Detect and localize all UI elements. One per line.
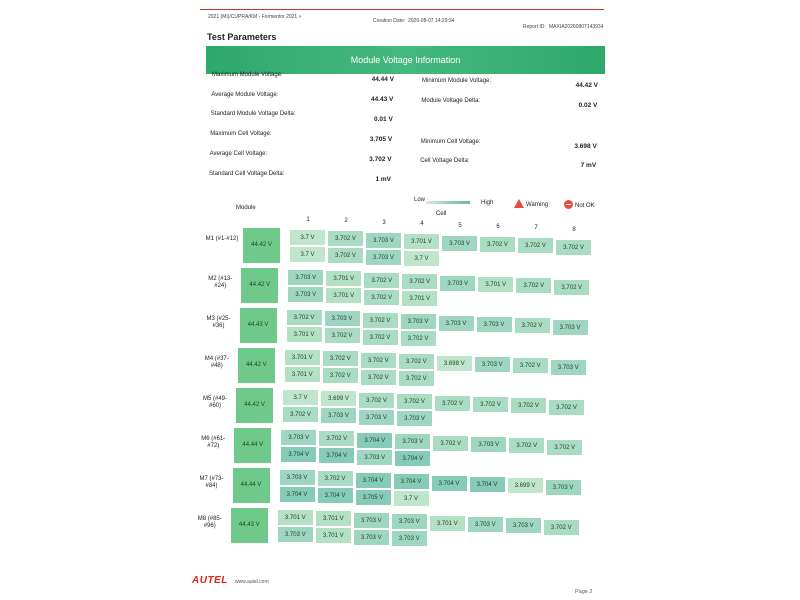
cell-value: 3.703 V bbox=[474, 356, 511, 373]
cell-value: 3.702 V bbox=[317, 470, 354, 487]
cell-value: 3.701 V bbox=[315, 527, 352, 544]
cell-value: 3.704 V bbox=[318, 447, 355, 464]
cell-value: 3.702 V bbox=[360, 352, 397, 369]
creation-date-label: Creation Date: bbox=[373, 18, 406, 24]
param-left-label: Average Cell Voltage: bbox=[209, 151, 268, 157]
module-label: M7 (#73-#84) bbox=[199, 476, 224, 489]
page-title: Test Parameters bbox=[207, 32, 277, 42]
legend-gradient bbox=[426, 201, 470, 204]
module-voltage-banner: Module Voltage Information bbox=[206, 46, 605, 74]
cell-value: 3.703 V bbox=[320, 407, 357, 424]
cell-value: 3.702 V bbox=[327, 247, 364, 264]
cell-value: 3.703 V bbox=[505, 517, 542, 534]
param-right-value: 44.42 V bbox=[575, 82, 598, 89]
cell-value: 3.703 V bbox=[438, 315, 475, 332]
cell-value: 3.701 V bbox=[325, 270, 362, 287]
cell-value: 3.703 V bbox=[279, 469, 316, 486]
cell-value: 3.704 V bbox=[469, 476, 506, 493]
column-header-3: 3 bbox=[382, 219, 386, 226]
module-voltage: 44.44 V bbox=[233, 468, 270, 503]
cell-value: 3.703 V bbox=[476, 316, 513, 333]
param-right-label: Module Voltage Delta: bbox=[421, 98, 481, 104]
cell-value: 3.7 V bbox=[289, 229, 326, 246]
cell-value: 3.701 V bbox=[477, 276, 514, 293]
cell-value: 3.703 V bbox=[277, 526, 314, 543]
cell-value: 3.701 V bbox=[429, 515, 466, 532]
cell-value: 3.702 V bbox=[322, 367, 359, 384]
cell-value: 3.702 V bbox=[514, 317, 551, 334]
param-left-label: Maximum Cell Voltage: bbox=[210, 131, 272, 137]
cell-value: 3.702 V bbox=[400, 330, 437, 347]
module-label: M8 (#85-#96) bbox=[197, 516, 222, 529]
param-left-value: 44.44 V bbox=[371, 76, 394, 83]
cell-value: 3.703 V bbox=[365, 249, 402, 266]
cell-value: 3.702 V bbox=[553, 279, 590, 296]
module-column-header: Module bbox=[236, 205, 256, 211]
column-header-8: 8 bbox=[572, 226, 576, 233]
cell-value: 3.698 V bbox=[436, 355, 473, 372]
cell-value: 3.704 V bbox=[356, 432, 393, 449]
module-voltage: 44.42 V bbox=[243, 228, 280, 263]
module-label: M5 (#49-#60) bbox=[202, 396, 227, 409]
cell-value: 3.701 V bbox=[286, 326, 323, 343]
cell-value: 3.703 V bbox=[391, 513, 428, 530]
cell-value: 3.703 V bbox=[552, 319, 589, 336]
cell-value: 3.702 V bbox=[548, 399, 585, 416]
cell-value: 3.705 V bbox=[355, 489, 392, 506]
legend-high: High bbox=[481, 200, 494, 206]
cell-value: 3.702 V bbox=[515, 277, 552, 294]
param-right-label: Minimum Module Voltage: bbox=[422, 78, 492, 84]
cell-value: 3.702 V bbox=[479, 236, 516, 253]
header-rule bbox=[200, 9, 604, 10]
cell-value: 3.699 V bbox=[320, 390, 357, 407]
param-left-label: Standard Module Voltage Delta: bbox=[210, 111, 296, 117]
param-right-label: Cell Voltage Delta: bbox=[420, 158, 470, 164]
cell-value: 3.703 V bbox=[439, 275, 476, 292]
param-right-value: 7 mV bbox=[580, 162, 597, 169]
not-ok-icon bbox=[564, 200, 573, 209]
param-left-value: 0.01 V bbox=[374, 116, 393, 123]
report-id: MAXIA20260807143934 bbox=[549, 24, 604, 30]
cell-value: 3.699 V bbox=[507, 477, 544, 494]
cell-value: 3.703 V bbox=[358, 409, 395, 426]
cell-value: 3.702 V bbox=[555, 239, 592, 256]
cell-value: 3.704 V bbox=[279, 486, 316, 503]
cell-value: 3.702 V bbox=[398, 370, 435, 387]
cell-value: 3.703 V bbox=[356, 449, 393, 466]
module-voltage: 44.43 V bbox=[240, 308, 277, 343]
module-label: M6 (#61-#72) bbox=[201, 436, 226, 449]
param-left-value: 1 mV bbox=[375, 176, 391, 183]
cell-value: 3.702 V bbox=[358, 392, 395, 409]
module-voltage: 44.42 V bbox=[241, 268, 278, 303]
cell-value: 3.703 V bbox=[391, 530, 428, 547]
cell-value: 3.701 V bbox=[403, 233, 440, 250]
column-header-5: 5 bbox=[458, 222, 462, 229]
cell-value: 3.702 V bbox=[363, 289, 400, 306]
cell-value: 3.704 V bbox=[355, 472, 392, 489]
column-header-4: 4 bbox=[420, 221, 424, 228]
param-right-label: Minimum Cell Voltage: bbox=[420, 139, 481, 145]
report-id-label: Report ID: bbox=[523, 24, 546, 30]
cell-value: 3.703 V bbox=[441, 235, 478, 252]
cell-value: 3.702 V bbox=[546, 439, 583, 456]
column-header-1: 1 bbox=[306, 217, 310, 223]
column-header-2: 2 bbox=[344, 218, 348, 225]
cell-value: 3.702 V bbox=[286, 309, 323, 326]
param-left-value: 44.43 V bbox=[370, 96, 394, 103]
page-number: Page 2 bbox=[575, 589, 593, 595]
module-voltage: 44.44 V bbox=[234, 428, 271, 463]
param-right-value: 0.02 V bbox=[578, 102, 598, 109]
legend-warning: Warning bbox=[526, 202, 549, 208]
cell-value: 3.702 V bbox=[434, 395, 471, 412]
cell-value: 3.703 V bbox=[287, 269, 324, 286]
cell-value: 3.704 V bbox=[317, 487, 354, 504]
cell-value: 3.7 V bbox=[282, 389, 319, 406]
cell-value: 3.703 V bbox=[545, 479, 582, 496]
module-voltage: 44.42 V bbox=[238, 348, 275, 383]
cell-value: 3.702 V bbox=[322, 350, 359, 367]
cell-value: 3.7 V bbox=[393, 490, 430, 507]
cell-value: 3.702 V bbox=[396, 393, 433, 410]
cell-value: 3.703 V bbox=[394, 433, 431, 450]
module-voltage: 44.42 V bbox=[236, 388, 273, 423]
cell-value: 3.704 V bbox=[394, 450, 431, 467]
cell-value: 3.7 V bbox=[403, 250, 440, 267]
cell-value: 3.702 V bbox=[282, 406, 319, 423]
cell-value: 3.703 V bbox=[280, 429, 317, 446]
cell-value: 3.702 V bbox=[543, 519, 580, 536]
param-left-value: 3.705 V bbox=[369, 136, 393, 143]
cell-value: 3.702 V bbox=[512, 357, 549, 374]
cell-value: 3.703 V bbox=[353, 512, 390, 529]
cell-value: 3.702 V bbox=[318, 430, 355, 447]
cell-value: 3.701 V bbox=[315, 510, 352, 527]
cell-value: 3.703 V bbox=[324, 310, 361, 327]
param-left-label: Standard Cell Voltage Delta: bbox=[209, 171, 285, 177]
cell-value: 3.702 V bbox=[324, 327, 361, 344]
cell-value: 3.704 V bbox=[431, 475, 468, 492]
cell-value: 3.703 V bbox=[467, 516, 504, 533]
cell-value: 3.701 V bbox=[401, 290, 438, 307]
legend-not-ok: Not OK bbox=[575, 203, 595, 209]
cell-value: 3.702 V bbox=[432, 435, 469, 452]
cell-value: 3.701 V bbox=[284, 366, 321, 383]
cell-value: 3.701 V bbox=[325, 287, 362, 304]
column-header-6: 6 bbox=[496, 224, 500, 230]
cell-value: 3.703 V bbox=[365, 232, 402, 249]
cell-value: 3.704 V bbox=[280, 446, 317, 463]
module-label: M4 (#37-#48) bbox=[204, 356, 229, 369]
cell-value: 3.702 V bbox=[517, 237, 554, 254]
cell-value: 3.703 V bbox=[400, 313, 437, 330]
cell-column-header: Cell bbox=[436, 211, 447, 217]
cell-value: 3.702 V bbox=[362, 329, 399, 346]
param-left-label: Maximum Module Voltage: bbox=[212, 72, 283, 78]
param-left-value: 3.702 V bbox=[369, 156, 392, 163]
cell-value: 3.703 V bbox=[287, 286, 324, 303]
module-label: M3 (#25-#36) bbox=[206, 316, 231, 329]
module-label: M2 (#13-#24) bbox=[208, 276, 233, 289]
report-page bbox=[192, 0, 612, 600]
cell-value: 3.702 V bbox=[327, 230, 364, 247]
param-right-value: 3.698 V bbox=[574, 143, 597, 150]
cell-value: 3.703 V bbox=[353, 529, 390, 546]
cell-value: 3.703 V bbox=[470, 436, 507, 453]
cell-value: 3.704 V bbox=[393, 473, 430, 490]
module-label: M1 (#1-#12) bbox=[205, 236, 239, 242]
cell-value: 3.701 V bbox=[284, 349, 321, 366]
cell-value: 3.702 V bbox=[360, 369, 397, 386]
param-left-label: Average Module Voltage: bbox=[211, 92, 279, 98]
footer-url: www.autel.com bbox=[235, 579, 269, 585]
cell-value: 3.702 V bbox=[398, 353, 435, 370]
cell-value: 3.702 V bbox=[362, 312, 399, 329]
cell-value: 3.702 V bbox=[363, 272, 400, 289]
vehicle-info: 2021 (MI)/CUPRA/KM - Formentor 2021 » bbox=[208, 14, 302, 20]
module-voltage: 44.43 V bbox=[231, 508, 268, 543]
cell-value: 3.703 V bbox=[396, 410, 433, 427]
cell-value: 3.703 V bbox=[550, 359, 587, 376]
column-header-7: 7 bbox=[534, 225, 538, 232]
cell-value: 3.701 V bbox=[277, 509, 314, 526]
cell-value: 3.7 V bbox=[289, 246, 326, 263]
cell-value: 3.702 V bbox=[472, 396, 509, 413]
warning-icon bbox=[514, 199, 524, 208]
creation-date: 2026-08-07 14:29:34 bbox=[408, 18, 455, 24]
autel-logo: AUTEL bbox=[192, 575, 228, 586]
legend-low: Low bbox=[414, 197, 426, 203]
cell-value: 3.702 V bbox=[510, 397, 547, 414]
cell-value: 3.702 V bbox=[508, 437, 545, 454]
cell-value: 3.702 V bbox=[401, 273, 438, 290]
